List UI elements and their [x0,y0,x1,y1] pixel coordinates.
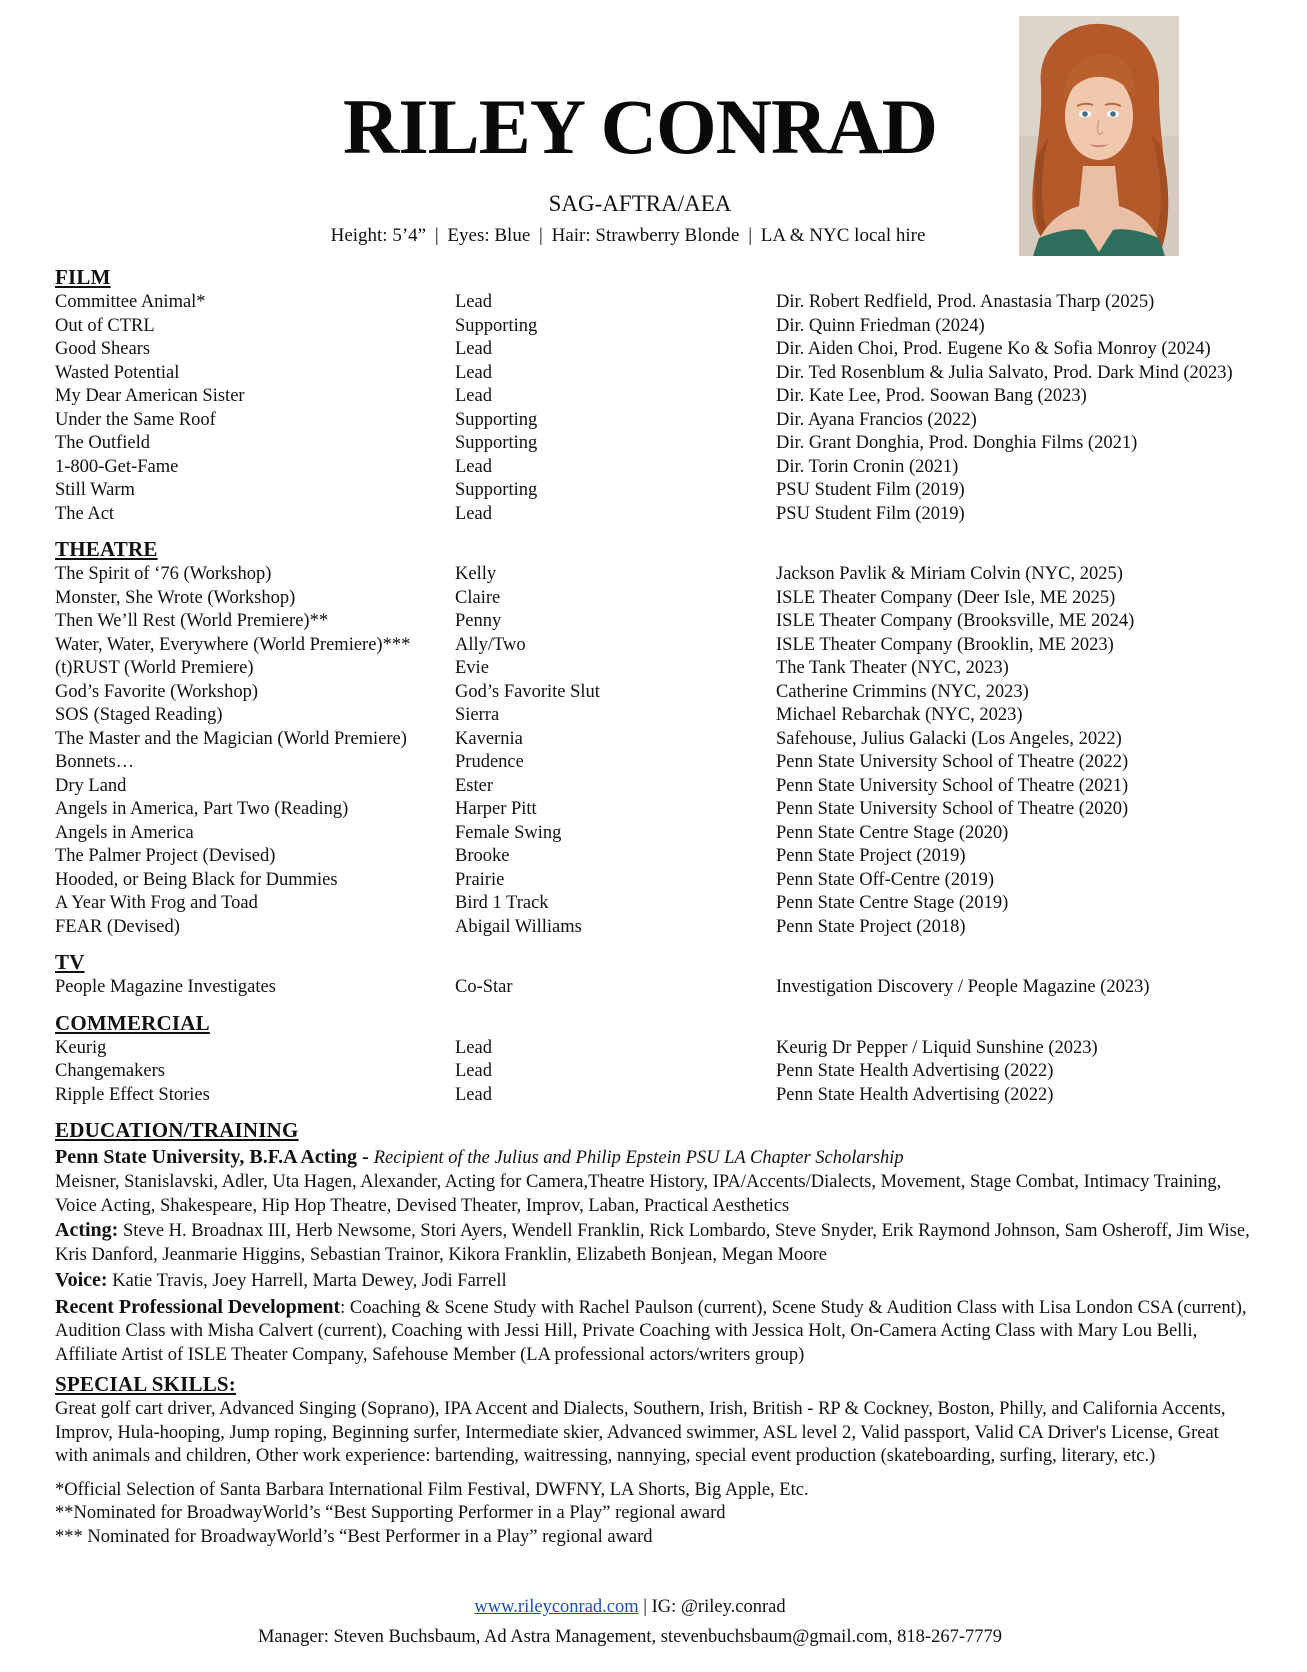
credit-row [55,892,1255,916]
credit-title: Angels in America [55,822,194,843]
credit-title: The Spirit of ‘76 (Workshop) [55,564,272,584]
credit-role: Prairie [455,869,505,890]
website-link[interactable]: www.rileyconrad.com [474,1597,639,1617]
credit-company: Dir. Ted Rosenblum & Julia Salvato, Prod. Dark Mind (2023) [776,362,1233,383]
skills-text: Great golf cart driver, Advanced Singing (Soprano), IPA Accent and Dialects, Southern, Irish, British - RP & Cockney, Boston, Philly, and California Accents, Improv, Hula-hooping, Jump roping, Beginning surfer, Intermediate skier, Advanced swimmer, ASL level 2, Valid passport, Valid CA Driver's License, Great with animals and children, Other work experience: bartending, waitressing, nannying, special event production (skateboarding, surfing, literary, etc.) [55,1399,1226,1466]
credit-title: Changemakers [55,1061,165,1081]
credit-role: Sierra [455,705,500,725]
footer-links [0,1597,1260,1618]
credit-role: Supporting [455,409,538,430]
credit-title: Angels in America, Part Two (Reading) [55,799,349,819]
credit-row [55,869,1255,893]
acting-teachers [55,1219,1255,1267]
credit-company: Catherine Crimmins (NYC, 2023) [776,681,1029,702]
credit-title: Committee Animal* [55,292,206,312]
credit-title: The Master and the Magician (World Premiere) [55,728,407,749]
credit-role: Ally/Two [455,634,526,655]
credit-title: SOS (Staged Reading) [55,705,223,725]
credit-company: Penn State Project (2019) [776,846,966,866]
voice-label: Voice: [55,1269,108,1291]
film-credits [55,291,1255,526]
credit-role: Bird 1 Track [455,893,549,913]
credit-role: Harper Pitt [455,799,537,819]
credit-company: PSU Student Film (2019) [776,503,965,524]
stat-hair: Hair: Strawberry Blonde [551,225,740,246]
credit-role: Kelly [455,564,497,584]
credit-company: Keurig Dr Pepper / Liquid Sunshine (2023) [776,1037,1098,1058]
skills-heading: SPECIAL SKILLS: [55,1372,236,1396]
voice-teachers [55,1269,1255,1294]
credit-role: Lead [455,292,492,312]
tv-heading: TV [55,950,85,974]
credit-row [55,822,1255,846]
credit-company: Dir. Grant Donghia, Prod. Donghia Films (2021) [776,433,1138,453]
theatre-heading: THEATRE [55,537,158,561]
credit-company: Safehouse, Julius Galacki (Los Angeles, 2022) [776,728,1122,749]
credit-row [55,291,1255,315]
credit-company: Jackson Pavlik & Miriam Colvin (NYC, 2025) [776,564,1123,584]
credit-role: Supporting [455,433,538,453]
credit-row [55,751,1255,775]
credit-role: Lead [455,503,492,524]
tv-credits [55,976,1255,1000]
credit-row [55,681,1255,705]
credit-title: Ripple Effect Stories [55,1084,210,1105]
credit-company: Dir. Torin Cronin (2021) [776,456,959,477]
education-school-line [55,1144,1255,1171]
credit-title: God’s Favorite (Workshop) [55,681,259,702]
film-heading: FILM [55,265,111,289]
credit-company: The Tank Theater (NYC, 2023) [776,658,1009,678]
credit-role: Lead [455,386,492,406]
footnote: **Nominated for BroadwayWorld’s “Best Supporting Performer in a Play” regional award [55,1503,726,1523]
credit-title: My Dear American Sister [55,386,245,406]
credit-role: Prudence [455,752,524,772]
credit-title: Good Shears [55,339,151,359]
credit-company: Dir. Aiden Choi, Prod. Eugene Ko & Sofia Monroy (2024) [776,339,1211,359]
credit-role: Lead [455,339,492,359]
credit-company: PSU Student Film (2019) [776,480,965,500]
credit-row [55,1060,1255,1084]
commercial-heading: COMMERCIAL [55,1010,210,1035]
credit-row [55,657,1255,681]
credit-role: Kavernia [455,728,523,749]
credit-role: Claire [455,587,501,608]
credit-row [55,315,1255,339]
credit-company: Penn State Centre Stage (2020) [776,822,1009,843]
credit-company: Penn State Centre Stage (2019) [776,893,1009,913]
credit-title: Out of CTRL [55,315,155,336]
credit-company: Penn State Health Advertising (2022) [776,1084,1054,1105]
credit-row [55,916,1255,940]
credit-company: Dir. Quinn Friedman (2024) [776,315,985,336]
credit-row [55,563,1255,587]
credit-company: Penn State Project (2018) [776,916,966,937]
credit-title: A Year With Frog and Toad [55,893,258,913]
credit-row [55,338,1255,362]
stat-separator: | [434,225,439,246]
credit-company: Dir. Ayana Francios (2022) [776,409,977,430]
credit-title: The Palmer Project (Devised) [55,846,276,866]
stat-location: LA & NYC local hire [760,225,926,246]
stat-height: Height: 5’4” [330,225,427,246]
credit-role: God’s Favorite Slut [455,681,600,702]
credit-role: Female Swing [455,822,562,843]
credit-company: ISLE Theater Company (Brooksville, ME 2024) [776,611,1135,631]
pd-label: Recent Professional Development [55,1295,341,1318]
credit-role: Evie [455,658,489,678]
credit-role: Lead [455,1061,492,1081]
credit-company: Penn State University School of Theatre (2022) [776,752,1129,772]
credit-row [55,385,1255,409]
credit-title: Keurig [55,1037,107,1058]
credit-row [55,587,1255,611]
credit-title: Monster, She Wrote (Workshop) [55,587,296,608]
credit-row [55,704,1255,728]
credit-title: Under the Same Roof [55,409,216,430]
stat-eyes: Eyes: Blue [447,225,531,246]
credit-role: Lead [455,1037,492,1058]
credit-role: Supporting [455,480,538,500]
stat-separator: | [539,225,543,246]
credit-company: Penn State University School of Theatre (2021) [776,775,1129,796]
credit-role: Penny [455,611,502,631]
credit-title: People Magazine Investigates [55,977,276,997]
credit-row [55,728,1255,752]
school-name: Penn State University, B.F.A Acting [55,1146,358,1168]
credit-row [55,845,1255,869]
credit-title: FEAR (Devised) [55,916,180,937]
credit-title: 1-800-Get-Fame [55,456,179,477]
credit-role: Abigail Williams [455,916,582,937]
voice-teachers-list: Katie Travis, Joey Harrell, Marta Dewey, Jodi Farrell [107,1271,507,1291]
physical-stats [0,225,1256,247]
credit-company: Penn State Health Advertising (2022) [776,1061,1054,1081]
credit-title: Water, Water, Everywhere (World Premiere)*** [55,634,411,655]
credit-row [55,503,1255,527]
school-dash: - [357,1146,374,1168]
credit-title: Dry Land [55,775,127,796]
credit-company: ISLE Theater Company (Brooklin, ME 2023) [776,634,1114,655]
footnote: *** Nominated for BroadwayWorld’s “Best Performer in a Play” regional award [55,1526,653,1547]
acting-label: Acting: [55,1219,119,1241]
credit-company: Penn State University School of Theatre (2020) [776,799,1129,819]
credit-row [55,775,1255,799]
credit-company: Michael Rebarchak (NYC, 2023) [776,705,1023,725]
credit-role: Lead [455,1084,492,1105]
credit-title: (t)RUST (World Premiere) [55,658,254,678]
credit-row [55,456,1255,480]
credit-title: Still Warm [55,480,135,500]
credit-row [55,1037,1255,1061]
credit-row [55,362,1255,386]
credit-company: Dir. Robert Redfield, Prod. Anastasia Tharp (2025) [776,292,1155,312]
union-affiliation: SAG-AFTRA/AEA [548,191,732,216]
commercial-credits [55,1037,1255,1108]
curriculum-text: Meisner, Stanislavski, Adler, Uta Hagen, Alexander, Acting for Camera,Theatre History, IPA/Accents/Dialects, Movement, Stage Combat, Intimacy Training, Voice Acting, Shakespeare, Hip Hop Theatre, Devised Theater, Improv, Laban, Practical Aesthetics [55,1172,1222,1216]
credit-company: Investigation Discovery / People Magazine (2023) [776,977,1150,997]
credit-title: Hooded, or Being Black for Dummies [55,869,338,890]
credit-title: The Outfield [55,433,151,453]
credit-title: Bonnets… [55,752,135,772]
credit-role: Supporting [455,315,538,336]
credit-row [55,1084,1255,1108]
theatre-credits [55,563,1255,939]
credit-company: Dir. Kate Lee, Prod. Soowan Bang (2023) [776,386,1087,406]
resume-body [55,264,1255,1549]
credit-company: ISLE Theater Company (Deer Isle, ME 2025) [776,587,1116,608]
professional-development [55,1296,1255,1368]
actor-name: RILEY CONRAD [343,83,937,170]
credit-company: Penn State Off-Centre (2019) [776,869,995,890]
credit-title: Then We’ll Rest (World Premiere)** [55,611,329,631]
credit-row [55,479,1255,503]
credit-row [55,634,1255,658]
credit-row [55,409,1255,433]
acting-teachers-list: Steve H. Broadnax III, Herb Newsome, Stori Ayers, Wendell Franklin, Rick Lombardo, Steve Snyder, Erik Raymond Johnson, Sam Osheroff, Jim Wise, Kris Danford, Jeanmarie Higgins, Sebastian Trainor, Kikora Franklin, Elizabeth Bonjean, Megan Moore [55,1221,1250,1265]
credit-role: Lead [455,362,492,383]
credit-title: Wasted Potential [55,362,180,383]
footnotes [55,1479,1255,1550]
credit-role: Co-Star [455,977,513,997]
footnote: *Official Selection of Santa Barbara International Film Festival, DWFNY, LA Shorts, Big Apple, Etc. [55,1479,809,1500]
stat-separator: | [748,225,752,246]
credit-title: The Act [55,503,115,524]
credit-role: Lead [455,456,492,477]
headshot-illustration [1019,16,1179,256]
credit-role: Brooke [455,846,510,866]
headshot-photo [1019,16,1179,256]
credit-role: Ester [455,775,494,796]
credit-row [55,798,1255,822]
credit-row [55,610,1255,634]
education-heading: EDUCATION/TRAINING [55,1118,299,1142]
credit-row [55,976,1255,1000]
manager-contact: Manager: Steven Buchsbaum, Ad Astra Management, stevenbuchsbaum@gmail.com, 818-267-7779 [257,1627,1003,1647]
scholarship-note: Recipient of the Julius and Philip Epstein PSU LA Chapter Scholarship [373,1148,904,1168]
credit-row [55,432,1255,456]
instagram-handle: | IG: @riley.conrad [638,1597,786,1617]
pd-text: : Coaching & Scene Study with Rachel Paulson (current), Scene Study & Audition Class with Lisa London CSA (current), Audition Class with Misha Calvert (current), Coaching with Jessi Hill, Private Coaching with Jessica Holt, On-Camera Acting Class with Mary Lou Belli, Affiliate Artist of ISLE Theater Company, Safehouse Member (LA professional actors/writers group) [55,1297,1247,1365]
